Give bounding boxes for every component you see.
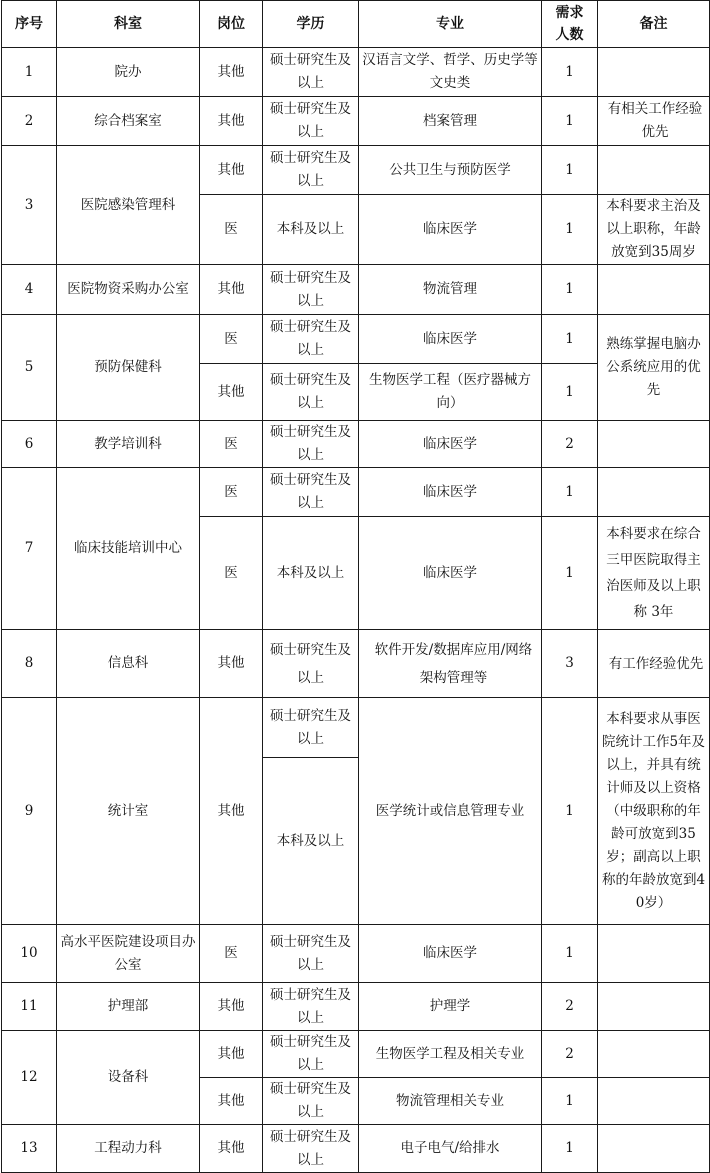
cell-no: 5 (2, 315, 57, 421)
cell-post: 医 (200, 421, 263, 468)
header-no: 序号 (2, 1, 57, 48)
cell-post: 其他 (200, 97, 263, 146)
cell-note (598, 421, 710, 468)
cell-dept: 临床技能培训中心 (57, 468, 200, 630)
cell-major: 档案管理 (359, 97, 542, 146)
cell-dept: 预防保健科 (57, 315, 200, 421)
cell-major: 软件开发/数据库应用/网络架构管理等 (359, 630, 542, 698)
cell-dept: 综合档案室 (57, 97, 200, 146)
cell-note (598, 983, 710, 1031)
cell-dept: 医院物资采购办公室 (57, 265, 200, 315)
cell-major: 临床医学 (359, 195, 542, 265)
cell-note (598, 146, 710, 195)
cell-note (598, 1031, 710, 1078)
cell-major: 物流管理相关专业 (359, 1078, 542, 1125)
cell-edu: 硕士研究生及以上 (263, 315, 359, 364)
header-edu: 学历 (263, 1, 359, 48)
cell-dept: 医院感染管理科 (57, 146, 200, 265)
cell-note: 本科要求主治及以上职称，年龄放宽到35周岁 (598, 195, 710, 265)
cell-dept: 高水平医院建设项目办公室 (57, 925, 200, 983)
cell-edu: 硕士研究生及以上 (263, 1125, 359, 1173)
cell-note (598, 468, 710, 517)
cell-count: 1 (542, 146, 598, 195)
table-row (2, 983, 710, 1031)
cell-count: 1 (542, 97, 598, 146)
cell-dept: 院办 (57, 48, 200, 97)
cell-no: 7 (2, 468, 57, 630)
cell-major: 公共卫生与预防医学 (359, 146, 542, 195)
cell-post: 医 (200, 468, 263, 517)
cell-post: 其他 (200, 1078, 263, 1125)
cell-count: 1 (542, 1078, 598, 1125)
table-row (2, 1125, 710, 1173)
cell-major: 生物医学工程及相关专业 (359, 1031, 542, 1078)
table-row (2, 97, 710, 146)
cell-post: 其他 (200, 630, 263, 698)
cell-post: 医 (200, 517, 263, 630)
table-row (2, 146, 710, 195)
cell-note (598, 925, 710, 983)
cell-major: 临床医学 (359, 468, 542, 517)
cell-major: 汉语言文学、哲学、历史学等文史类 (359, 48, 542, 97)
table-row (2, 630, 710, 698)
cell-note (598, 1125, 710, 1173)
cell-count: 1 (542, 195, 598, 265)
cell-note: 有相关工作经验优先 (598, 97, 710, 146)
cell-major: 临床医学 (359, 315, 542, 364)
cell-major: 物流管理 (359, 265, 542, 315)
cell-dept: 统计室 (57, 698, 200, 925)
cell-count: 1 (542, 517, 598, 630)
cell-count: 1 (542, 468, 598, 517)
cell-count: 1 (542, 265, 598, 315)
cell-edu: 本科及以上 (263, 517, 359, 630)
cell-post: 其他 (200, 983, 263, 1031)
table-row (2, 265, 710, 315)
cell-no: 3 (2, 146, 57, 265)
cell-note: 本科要求在综合三甲医院取得主治医师及以上职称 3年 (598, 517, 710, 630)
cell-note (598, 1078, 710, 1125)
cell-edu: 硕士研究生及以上 (263, 925, 359, 983)
cell-dept: 设备科 (57, 1031, 200, 1125)
cell-edu: 硕士研究生及以上 (263, 97, 359, 146)
cell-no: 12 (2, 1031, 57, 1125)
cell-post: 医 (200, 315, 263, 364)
cell-post: 其他 (200, 265, 263, 315)
cell-edu: 硕士研究生及以上 (263, 48, 359, 97)
cell-note: 有工作经验优先 (598, 630, 710, 698)
cell-edu: 本科及以上 (263, 195, 359, 265)
cell-major: 生物医学工程（医疗器械方向） (359, 364, 542, 421)
cell-major: 护理学 (359, 983, 542, 1031)
table-row (2, 698, 710, 758)
cell-no: 11 (2, 983, 57, 1031)
cell-no: 1 (2, 48, 57, 97)
recruitment-table (1, 0, 710, 1173)
cell-post: 医 (200, 195, 263, 265)
table-row (2, 315, 710, 364)
header-dept: 科室 (57, 1, 200, 48)
cell-dept: 教学培训科 (57, 421, 200, 468)
cell-note: 本科要求从事医院统计工作5年及以上，并具有统计师及以上资格（中级职称的年龄可放宽到35岁；副高以上职称的年龄放宽到40岁） (598, 698, 710, 925)
cell-edu: 硕士研究生及以上 (263, 364, 359, 421)
cell-post: 医 (200, 925, 263, 983)
table-row (2, 468, 710, 517)
table-row (2, 1031, 710, 1078)
cell-no: 6 (2, 421, 57, 468)
cell-note (598, 48, 710, 97)
header-major: 专业 (359, 1, 542, 48)
cell-no: 4 (2, 265, 57, 315)
cell-count: 1 (542, 1125, 598, 1173)
cell-major: 临床医学 (359, 421, 542, 468)
cell-count: 2 (542, 421, 598, 468)
header-post: 岗位 (200, 1, 263, 48)
cell-edu: 硕士研究生及以上 (263, 421, 359, 468)
cell-count: 1 (542, 364, 598, 421)
cell-edu: 硕士研究生及以上 (263, 1031, 359, 1078)
cell-count: 1 (542, 925, 598, 983)
cell-note: 熟练掌握电脑办公系统应用的优先 (598, 315, 710, 421)
cell-post: 其他 (200, 364, 263, 421)
cell-count: 1 (542, 315, 598, 364)
cell-edu: 硕士研究生及以上 (263, 983, 359, 1031)
cell-edu: 硕士研究生及以上 (263, 1078, 359, 1125)
cell-major: 临床医学 (359, 925, 542, 983)
cell-edu: 硕士研究生及以上 (263, 630, 359, 698)
cell-no: 10 (2, 925, 57, 983)
cell-post: 其他 (200, 48, 263, 97)
cell-major: 医学统计或信息管理专业 (359, 698, 542, 925)
cell-count: 2 (542, 983, 598, 1031)
cell-post: 其他 (200, 698, 263, 925)
cell-edu: 硕士研究生及以上 (263, 265, 359, 315)
cell-post: 其他 (200, 1031, 263, 1078)
cell-major: 临床医学 (359, 517, 542, 630)
cell-no: 8 (2, 630, 57, 698)
cell-dept: 信息科 (57, 630, 200, 698)
cell-count: 1 (542, 698, 598, 925)
cell-no: 9 (2, 698, 57, 925)
cell-edu: 本科及以上 (263, 758, 359, 925)
cell-dept: 护理部 (57, 983, 200, 1031)
header-row (2, 1, 710, 48)
header-note: 备注 (598, 1, 710, 48)
header-count: 需求人数 (542, 1, 598, 48)
table-row (2, 421, 710, 468)
cell-post: 其他 (200, 1125, 263, 1173)
cell-count: 2 (542, 1031, 598, 1078)
cell-major: 电子电气/给排水 (359, 1125, 542, 1173)
cell-no: 2 (2, 97, 57, 146)
cell-post: 其他 (200, 146, 263, 195)
table-row (2, 48, 710, 97)
cell-count: 3 (542, 630, 598, 698)
cell-edu: 硕士研究生及以上 (263, 698, 359, 758)
cell-dept: 工程动力科 (57, 1125, 200, 1173)
cell-count: 1 (542, 48, 598, 97)
cell-no: 13 (2, 1125, 57, 1173)
table-row (2, 925, 710, 983)
cell-edu: 硕士研究生及以上 (263, 146, 359, 195)
cell-edu: 硕士研究生及以上 (263, 468, 359, 517)
cell-note (598, 265, 710, 315)
